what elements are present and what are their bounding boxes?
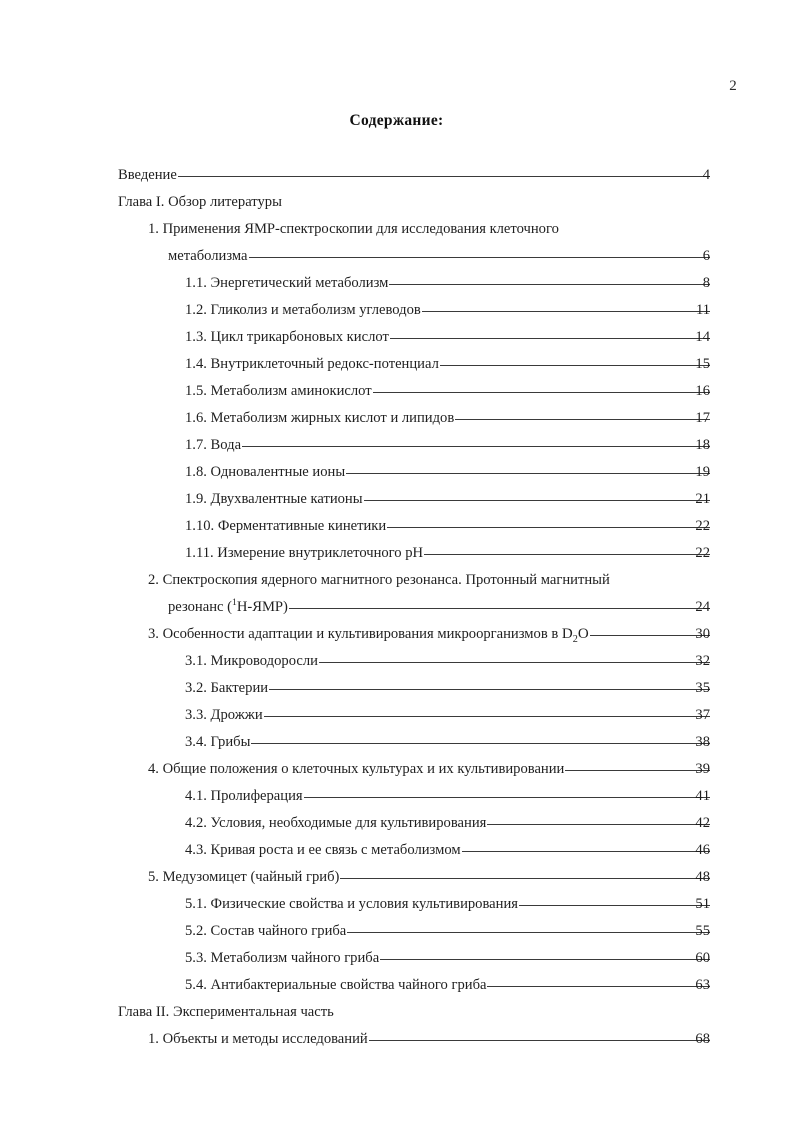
toc-leader-rule	[335, 999, 710, 1016]
toc-entry-label: 1.8. Одновалентные ионы	[185, 464, 346, 480]
toc-entry[interactable]	[0, 999, 793, 1026]
toc-entry-page-number: 37	[695, 707, 710, 723]
toc-entry-label: Глава I. Обзор литературы	[118, 194, 282, 210]
toc-entry-page-number: 30	[695, 626, 710, 642]
toc-entry-label: 1. Применения ЯМР-спектроскопии для исследования клеточного	[148, 221, 559, 237]
toc-entry[interactable]	[0, 891, 793, 918]
toc-entry[interactable]	[0, 189, 793, 216]
toc-entry[interactable]	[0, 567, 793, 594]
toc-entry[interactable]	[0, 864, 793, 891]
toc-entry[interactable]	[0, 594, 793, 621]
toc-leader-rule	[387, 513, 710, 530]
toc-entry-page-number: 18	[695, 437, 710, 453]
toc-entry-page-number: 22	[695, 545, 710, 561]
toc-entry-page-number: 22	[695, 518, 710, 534]
toc-leader-rule	[251, 729, 710, 746]
toc-leader-rule	[455, 405, 710, 422]
toc-entry-label: 4.2. Условия, необходимые для культивирования	[185, 815, 487, 831]
toc-entry-page-number: 24	[695, 599, 710, 615]
toc-entry-page-number: 14	[695, 329, 710, 345]
toc-leader-rule	[462, 837, 710, 854]
toc-entry[interactable]	[0, 729, 793, 756]
toc-entry-page-number: 51	[695, 896, 710, 912]
toc-leader-rule	[560, 216, 710, 233]
toc-entry-page-number: 42	[695, 815, 710, 831]
toc-leader-rule	[346, 459, 710, 476]
toc-leader-rule	[289, 594, 710, 611]
toc-entry-page-number: 19	[695, 464, 710, 480]
toc-entry[interactable]	[0, 486, 793, 513]
toc-entry-page-number: 6	[702, 248, 710, 264]
toc-entry[interactable]	[0, 972, 793, 999]
toc-entry-label: 1. Объекты и методы исследований	[148, 1031, 368, 1047]
toc-entry-label: Введение	[118, 167, 177, 183]
toc-entry-page-number: 4	[702, 167, 710, 183]
toc-leader-rule	[178, 162, 710, 179]
toc-entry-page-number: 17	[695, 410, 710, 426]
toc-entry-label: 5. Медузомицет (чайный гриб)	[148, 869, 340, 885]
toc-entry[interactable]	[0, 945, 793, 972]
toc-entry-label: 5.2. Состав чайного гриба	[185, 923, 347, 939]
toc-entry[interactable]	[0, 513, 793, 540]
toc-leader-rule	[440, 351, 710, 368]
toc-entry-label: 1.9. Двухвалентные катионы	[185, 491, 363, 507]
toc-leader-rule	[283, 189, 710, 206]
toc-leader-rule	[565, 756, 710, 773]
toc-entry-label: 1.10. Ферментативные кинетики	[185, 518, 387, 534]
toc-entry[interactable]	[0, 270, 793, 297]
toc-entry-page-number: 46	[695, 842, 710, 858]
toc-entry-page-number: 38	[695, 734, 710, 750]
toc-entry-page-number: 21	[695, 491, 710, 507]
toc-entry[interactable]	[0, 351, 793, 378]
toc-entry-label: 1.5. Метаболизм аминокислот	[185, 383, 372, 399]
toc-entry-label: 5.4. Антибактериальные свойства чайного гриба	[185, 977, 487, 993]
toc-entry-page-number: 32	[695, 653, 710, 669]
toc-entry[interactable]	[0, 810, 793, 837]
page-number: 2	[729, 78, 737, 94]
toc-entry-label: 3.4. Грибы	[185, 734, 251, 750]
toc-entry[interactable]	[0, 1026, 793, 1053]
toc-entry-page-number: 39	[695, 761, 710, 777]
toc-entry-label: метаболизма	[168, 248, 248, 264]
toc-entry[interactable]	[0, 162, 793, 189]
toc-entry-page-number: 63	[695, 977, 710, 993]
toc-entry-page-number: 60	[695, 950, 710, 966]
toc-entry-label: 4.1. Пролиферация	[185, 788, 303, 804]
toc-entry-label: 1.2. Гликолиз и метаболизм углеводов	[185, 302, 421, 318]
toc-leader-rule	[373, 378, 710, 395]
toc-leader-rule	[242, 432, 710, 449]
toc-entry-label: 2. Спектроскопия ядерного магнитного резонанса. Протонный магнитный	[148, 572, 610, 588]
toc-entry-label: 5.1. Физические свойства и условия культивирования	[185, 896, 518, 912]
toc-leader-rule	[369, 1026, 710, 1043]
toc-entry[interactable]	[0, 837, 793, 864]
table-of-contents	[0, 162, 793, 1053]
toc-leader-rule	[422, 297, 710, 314]
toc-entry[interactable]	[0, 756, 793, 783]
toc-entry-page-number: 15	[695, 356, 710, 372]
toc-entry-label: 1.4. Внутриклеточный редокс-потенциал	[185, 356, 439, 372]
toc-entry[interactable]	[0, 378, 793, 405]
toc-entry-label: Глава II. Экспериментальная часть	[118, 1004, 334, 1020]
toc-entry[interactable]	[0, 621, 793, 648]
page-title: Содержание:	[349, 112, 444, 129]
toc-entry-label: 5.3. Метаболизм чайного гриба	[185, 950, 380, 966]
toc-entry[interactable]	[0, 648, 793, 675]
toc-entry-label: 1.1. Энергетический метаболизм	[185, 275, 389, 291]
toc-entry-label: 4.3. Кривая роста и ее связь с метаболизмом	[185, 842, 461, 858]
toc-leader-rule	[364, 486, 710, 503]
toc-leader-rule	[347, 918, 710, 935]
toc-entry[interactable]	[0, 324, 793, 351]
toc-entry-label: 3.1. Микроводоросли	[185, 653, 318, 669]
toc-entry[interactable]	[0, 432, 793, 459]
toc-entry-label: 3. Особенности адаптации и культивирования микроорганизмов в $D_2O$	[148, 626, 589, 645]
toc-leader-rule	[249, 243, 710, 260]
toc-leader-rule	[487, 972, 710, 989]
toc-entry[interactable]	[0, 540, 793, 567]
toc-leader-rule	[487, 810, 710, 827]
toc-leader-rule	[319, 648, 710, 665]
toc-entry-label: 3.2. Бактерии	[185, 680, 269, 696]
toc-entry[interactable]	[0, 918, 793, 945]
toc-entry[interactable]	[0, 297, 793, 324]
toc-entry[interactable]	[0, 243, 793, 270]
toc-entry-page-number: 41	[695, 788, 710, 804]
toc-leader-rule	[611, 567, 710, 584]
toc-entry[interactable]	[0, 216, 793, 243]
toc-leader-rule	[340, 864, 710, 881]
toc-entry[interactable]	[0, 783, 793, 810]
toc-entry-label: резонанс ($^1$Н-ЯМР)	[168, 597, 288, 615]
toc-entry[interactable]	[0, 405, 793, 432]
toc-entry-page-number: 35	[695, 680, 710, 696]
toc-leader-rule	[264, 702, 710, 719]
toc-leader-rule	[380, 945, 710, 962]
toc-entry-label: 1.11. Измерение внутриклеточного pH	[185, 545, 424, 561]
toc-entry-page-number: 16	[695, 383, 710, 399]
toc-entry-label: 3.3. Дрожжи	[185, 707, 263, 723]
toc-entry-page-number: 55	[695, 923, 710, 939]
toc-entry-label: 4. Общие положения о клеточных культурах и их культивировании	[148, 761, 565, 777]
toc-entry-label: 1.7. Вода	[185, 437, 242, 453]
toc-leader-rule	[519, 891, 710, 908]
toc-entry-page-number: 8	[702, 275, 710, 291]
toc-entry-page-number: 68	[695, 1031, 710, 1047]
toc-entry[interactable]	[0, 459, 793, 486]
toc-entry-label: 1.3. Цикл трикарбоновых кислот	[185, 329, 389, 345]
toc-entry[interactable]	[0, 675, 793, 702]
toc-entry-page-number: 11	[695, 302, 710, 318]
toc-leader-rule	[269, 675, 710, 692]
toc-leader-rule	[389, 270, 710, 287]
toc-entry-page-number: 48	[695, 869, 710, 885]
toc-leader-rule	[424, 540, 710, 557]
toc-leader-rule	[390, 324, 710, 341]
toc-entry[interactable]	[0, 702, 793, 729]
toc-leader-rule	[304, 783, 710, 800]
toc-entry-label: 1.6. Метаболизм жирных кислот и липидов	[185, 410, 455, 426]
